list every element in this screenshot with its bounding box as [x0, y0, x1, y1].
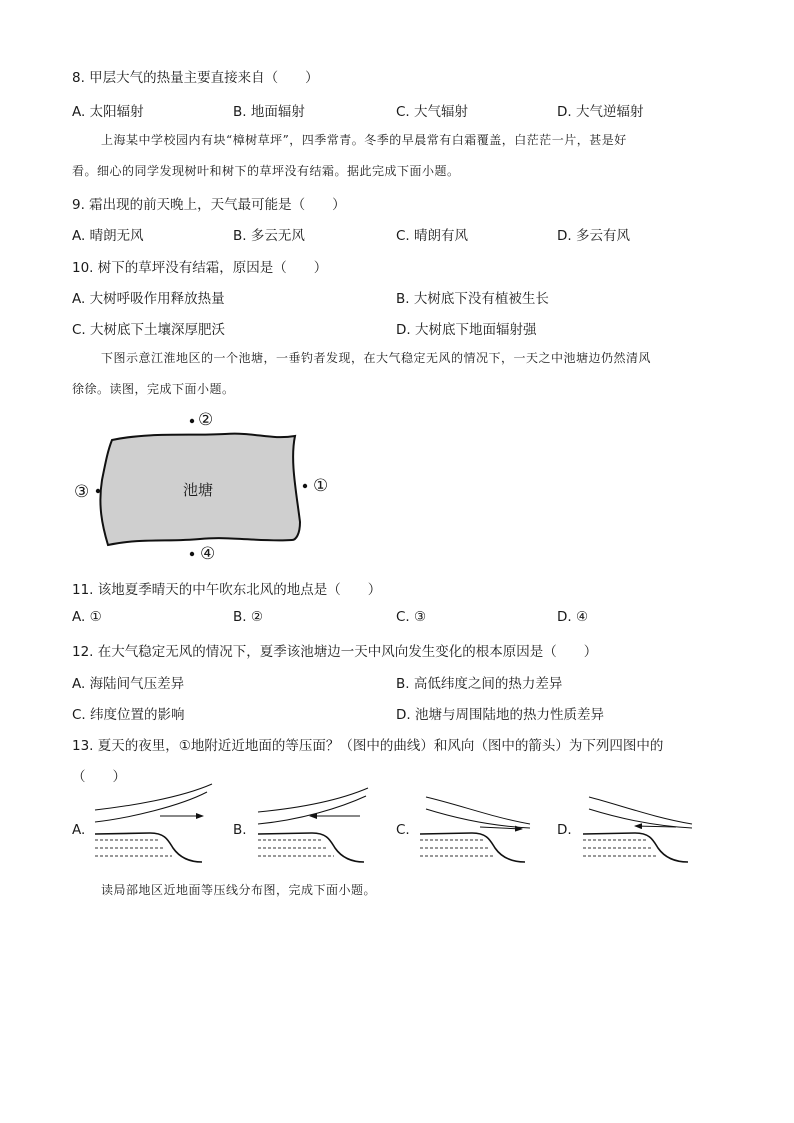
- passage-2-line-2: 徐徐。读图，完成下面小题。: [72, 382, 235, 396]
- q11-option-d[interactable]: D. ④: [557, 609, 589, 625]
- q11-option-b[interactable]: B. ②: [233, 609, 263, 625]
- q8-option-c[interactable]: C. 大气辐射: [396, 104, 469, 120]
- point-2-label: ②: [198, 410, 214, 430]
- point-3-label: ③: [74, 482, 90, 502]
- pond-label: 池塘: [183, 481, 214, 499]
- q11-option-c[interactable]: C. ③: [396, 609, 427, 625]
- q10-option-c[interactable]: C. 大树底下土壤深厚肥沃: [72, 322, 226, 338]
- q11-option-a[interactable]: A. ①: [72, 609, 102, 625]
- diagram-d[interactable]: [583, 797, 692, 862]
- q12-option-c[interactable]: C. 纬度位置的影响: [72, 707, 185, 723]
- passage-1-line-2: 看。细心的同学发现树叶和树下的草坪没有结霜。据此完成下面小题。: [72, 164, 460, 178]
- passage-2-line-1: 下图示意江淮地区的一个池塘，一垂钓者发现，在大气稳定无风的情况下，一天之中池塘边仍然清风: [101, 351, 652, 365]
- q12-option-d[interactable]: D. 池塘与周围陆地的热力性质差异: [396, 707, 604, 723]
- q13-option-d-label[interactable]: D.: [557, 822, 572, 838]
- question-12-stem: 12. 在大气稳定无风的情况下，夏季该池塘边一天中风向发生变化的根本原因是（ ）: [72, 644, 598, 660]
- q8-option-d[interactable]: D. 大气逆辐射: [557, 104, 644, 120]
- q13-option-b-label[interactable]: B.: [233, 822, 247, 838]
- question-11-stem: 11. 该地夏季晴天的中午吹东北风的地点是（ ）: [72, 582, 382, 598]
- diagram-b[interactable]: [258, 788, 368, 862]
- q9-option-b[interactable]: B. 多云无风: [233, 228, 305, 244]
- isobar-a-upper: [95, 784, 212, 810]
- isobar-d-upper: [589, 797, 692, 824]
- question-10-stem: 10. 树下的草坪没有结霜，原因是（ ）: [72, 260, 328, 276]
- passage-1-line-1: 上海某中学校园内有块“樟树草坪”，四季常青。冬季的早晨常有白霜覆盖，白茫茫一片，甚是好: [101, 133, 627, 147]
- q12-option-b[interactable]: B. 高低纬度之间的热力差异: [396, 676, 563, 692]
- point-1-label: ①: [313, 476, 329, 496]
- question-8-stem: 8. 甲层大气的热量主要直接来自（ ）: [72, 70, 319, 86]
- q10-option-d[interactable]: D. 大树底下地面辐射强: [396, 322, 537, 338]
- q9-option-a[interactable]: A. 晴朗无风: [72, 228, 144, 244]
- passage-3-line-1: 读局部地区近地面等压线分布图，完成下面小题。: [101, 883, 377, 897]
- isobar-b-upper: [258, 788, 368, 812]
- point-4-label: ④: [200, 544, 216, 564]
- q10-option-b[interactable]: B. 大树底下没有植被生长: [396, 291, 549, 307]
- isobar-c-upper: [426, 797, 530, 824]
- q8-option-b[interactable]: B. 地面辐射: [233, 104, 305, 120]
- diagram-c[interactable]: [420, 797, 530, 862]
- question-13-stem-line-2: （ ）: [72, 769, 126, 785]
- q9-option-d[interactable]: D. 多云有风: [557, 228, 630, 244]
- q13-option-a-label[interactable]: A.: [72, 822, 86, 838]
- diagram-a[interactable]: [95, 784, 212, 862]
- isobar-a-lower: [95, 792, 207, 822]
- question-13-stem-line-1: 13. 夏天的夜里，①地附近近地面的等压面？（图中的曲线）和风向（图中的箭头）为下列四图中的: [72, 738, 664, 754]
- q12-option-a[interactable]: A. 海陆间气压差异: [72, 676, 185, 692]
- q9-option-c[interactable]: C. 晴朗有风: [396, 228, 469, 244]
- isobar-c-lower: [426, 809, 530, 828]
- question-9-stem: 9. 霜出现的前天晚上，天气最可能是（ ）: [72, 197, 346, 213]
- q10-option-a[interactable]: A. 大树呼吸作用释放热量: [72, 291, 225, 307]
- q13-option-c-label[interactable]: C.: [396, 822, 410, 838]
- q8-option-a[interactable]: A. 太阳辐射: [72, 104, 144, 120]
